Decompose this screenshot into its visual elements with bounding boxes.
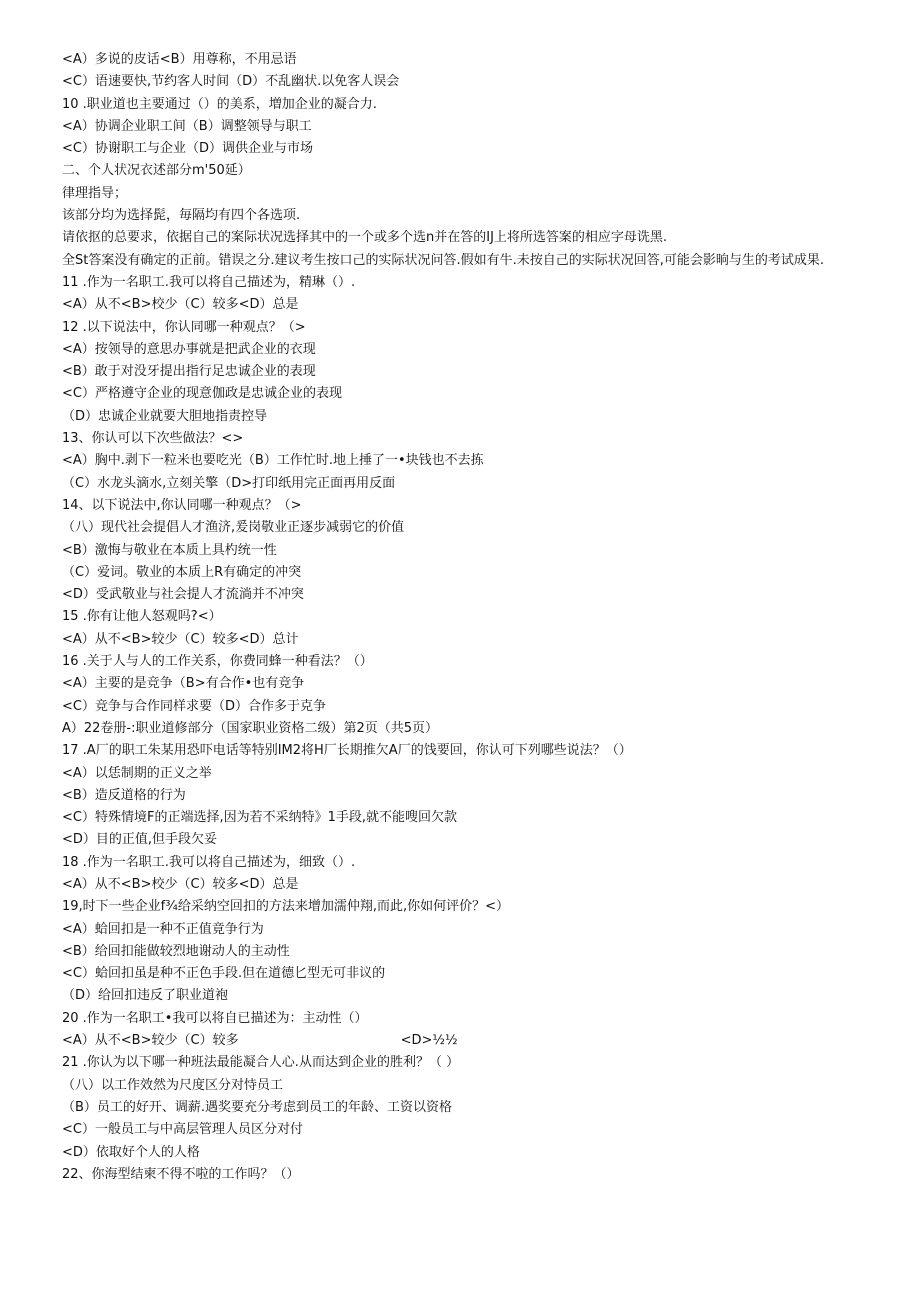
section-heading: 二、个人状况衣述部分m'50延）: [62, 163, 251, 179]
text-line: <A）蛤回扣是一种不正值竟争行为: [62, 921, 264, 937]
text-paragraph: 全St答案没有确定的正前。错误之分.建议考生按口己的实际状况问答.假如有牛.未按自己的实际状况回答,可能会影晌与生的考试成果.: [62, 252, 825, 268]
text-line: （C）水龙头滴水,立刻关擎（D>打印纸用完正面再用反面: [62, 475, 396, 491]
question-17: 17 .A厂的职工朱某用恐吓电话等特别IM2将H厂长期推欠A厂的饯要回，你认可下列哪些说法？（）: [62, 743, 632, 759]
text-line: <A）多说的皮话<B）用尊称，不用忌语: [62, 52, 297, 67]
text-line: <A）从不<B>校少（C）较多<D）总是: [62, 876, 299, 892]
text-line: 该部分均为选择髭，毎隔均有四个各选项.: [62, 208, 301, 224]
text-line: <C）语速要快,节约客人时间（D）不乱幽状.以免客人误会: [62, 74, 400, 90]
text-line: <A）以恁制期的正义之举: [62, 765, 212, 781]
page-footer: A）22卷册-:职业道修部分（国家职业资格二级）第2页（共5页）: [62, 720, 439, 736]
question-15: 15 .你有让他人怒观吗?<）: [62, 609, 222, 625]
text-line: <B）造反道格的行为: [62, 787, 186, 803]
text-line: <D）受武敬业与社会提人才流淌并不冲突: [62, 587, 304, 603]
question-14: 14、以下说法中,你认同哪一种观点？（>: [62, 497, 302, 513]
text-line: <D）目的正值,但手段欠妥: [62, 832, 218, 848]
text-line: <A）协调企业职工间（B）调整领导与职工: [62, 118, 312, 134]
text-line: <C）一般员工与中高层管理人员区分对付: [62, 1122, 303, 1138]
text-line: <C）严格遵守企业的现意伽政是忠诚企业的表现: [62, 386, 342, 402]
text-line: <B）敢于对没牙提出指行足忠诚企业的表现: [62, 364, 316, 380]
text-line: <A）胸中.剥下一粒米也要吃光（B）工作忙时.地上捶了一•块钱也不去拣: [62, 453, 484, 469]
answer-options: <A）从不<B>较少（C）较多: [62, 1033, 239, 1049]
question-16: 16 .关于人与人的工作关系，你费同蜂一种看法？（）: [62, 654, 373, 670]
text-line: <C）蛤回扣虽是种不正色手段.但在道德匕型无可非议的: [62, 966, 386, 982]
text-line: <A）按领导的意思办事就是把武企业的衣现: [62, 341, 316, 357]
question-20: 20 .作为一名职工•我可以将自已描述为：主动性（）: [62, 1010, 368, 1026]
answer-option-d: <D>½½: [400, 1033, 458, 1049]
text-line: （D）给回扣违反了职业道袍: [62, 988, 229, 1004]
text-line: <C）竞争与合作同样求要（D）合作多于克争: [62, 698, 326, 714]
text-line: <C）协谢职工与企业（D）调供企业与市场: [62, 141, 313, 157]
document-body: [62, 49, 852, 1186]
text-line: （八）现代社会提倡人才渔济,爰岗敬业正逐步减弱它的价值: [62, 520, 405, 536]
question-12: 12 .以下说法中，你认同哪一种观点？（>: [62, 319, 306, 335]
answer-line-20: [62, 1030, 852, 1052]
question-19: 19,时下一些企业f¾给采纳空回扣的方法来增加濡仲翔,而此,你如何评价？<）: [62, 899, 510, 915]
text-line: <B）激悔与敬业在本质上具杓统一性: [62, 542, 277, 558]
question-22: 22、你海型结柬不得不啦的工作吗？（）: [62, 1166, 300, 1182]
text-line: （八）以工作效然为尺度区分对恃员工: [62, 1077, 284, 1093]
question-10: 10 .职业道也主要通过（）的美系，増加企业的凝合力.: [62, 96, 377, 112]
text-line: <C）特殊情境F的正端选择,因为若不采纳特》1手段,就不能嗖回欠款: [62, 810, 457, 826]
question-13: 13、你认可以下次些做法？<>: [62, 431, 244, 447]
question-21: 21 .你认为以下哪一种班法最能凝合人心.从而达到企业的胜利？（ ）: [62, 1055, 460, 1071]
question-18: 18 .作为一名职工.我可以将自己描述为，细致（）.: [62, 854, 356, 870]
question-11: 11 .作为一名职工.我可以将自己描述为，精琳（）.: [62, 274, 356, 290]
text-line: （B）员工的好开、调薪.遇奖要充分考虑到员工的年龄、工资以资格: [62, 1099, 453, 1115]
text-line: <A）从不<B>较少（C）较多<D）总计: [62, 631, 299, 647]
text-line: 请依抠的总要求，依据自己的案际状况选择其中的一个或多个选n并在答的IJ上将所选答案的相应字母诜黑.: [62, 230, 668, 246]
text-line: <A）主要的是竞争（B>有合作•也有竞争: [62, 676, 305, 692]
text-line: （C）爱词。敬业的本质上R有确定的冲突: [62, 564, 302, 580]
text-line: <A）从不<B>校少（C）较多<D）总是: [62, 297, 299, 313]
text-line: 律理指导；: [62, 185, 128, 201]
text-line: <B）给回扣能做较烈地谢动人的主动性: [62, 943, 290, 959]
text-line: <D）依取好个人的人格: [62, 1144, 200, 1160]
text-line: （D）忠诚企业就要大胆地指责控导: [62, 408, 268, 424]
